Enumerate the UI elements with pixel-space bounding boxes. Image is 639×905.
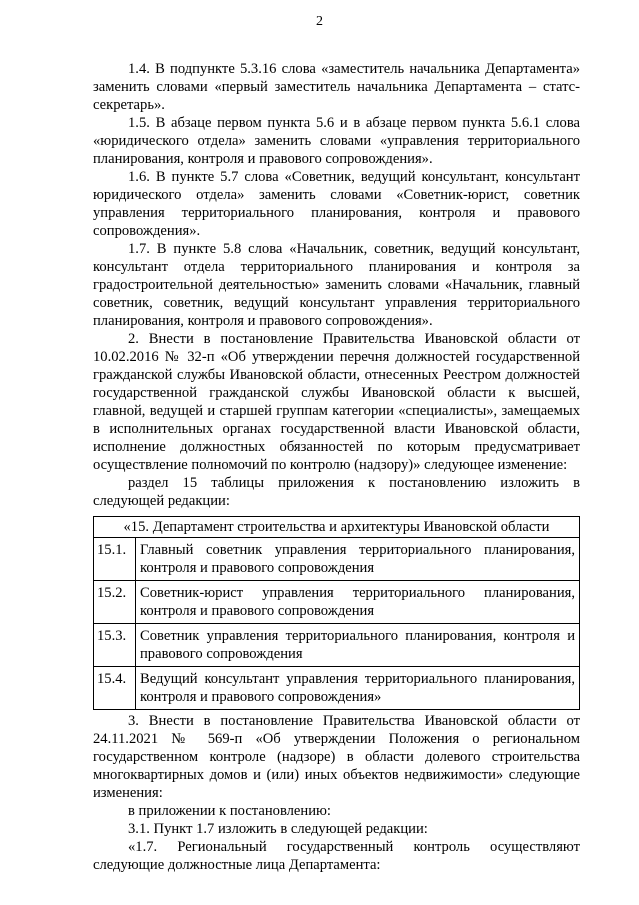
row-number: 15.2.	[94, 581, 136, 624]
page-number: 2	[316, 14, 323, 29]
paragraph-1-7-new: «1.7. Региональный государственный контроль осуществляют следующие должностные лица Департамента:	[93, 839, 580, 873]
paragraph-2: 2. Внести в постановление Правительства Ивановской области от 10.02.2016 № 32-п «Об утверждении перечня должностей государственной гражданской службы Ивановской области, отнесенных Реестром должностей государственной гражданской службы Ивановской области к высшей, главной, ведущей и старшей группам категории «специалисты», замещаемых в исполнительных органах государственной власти Ивановской области, исполнение должностных обязанностей по которым предусматривает осуществление полномочий по контролю (надзору)» следующее изменение:	[93, 331, 580, 473]
table-row	[94, 538, 580, 581]
row-text: Ведущий консультант управления территориального планирования, контроля и правового сопровождения»	[136, 667, 580, 710]
table-row	[94, 581, 580, 624]
table-header-row	[94, 517, 580, 538]
row-number: 15.3.	[94, 624, 136, 667]
paragraph-1-4: 1.4. В подпункте 5.3.16 слова «заместитель начальника Департамента» заменить словами «первый заместитель начальника Департамента – статс-секретарь».	[93, 61, 580, 113]
row-text: Советник управления территориального планирования, контроля и правового сопровождения	[136, 624, 580, 667]
row-number: 15.4.	[94, 667, 136, 710]
row-number: 15.1.	[94, 538, 136, 581]
paragraph-section-15: раздел 15 таблицы приложения к постановлению изложить в следующей редакции:	[93, 475, 580, 509]
paragraph-1-6: 1.6. В пункте 5.7 слова «Советник, ведущий консультант, консультант юридического отдела» заменить словами «Советник-юрист, советник управления территориального планирования, контроля и правового сопровождения».	[93, 169, 580, 239]
table-row	[94, 624, 580, 667]
row-text: Главный советник управления территориального планирования, контроля и правового сопровождения	[136, 538, 580, 581]
paragraph-3-1: 3.1. Пункт 1.7 изложить в следующей редакции:	[128, 821, 428, 837]
paragraph-1-7: 1.7. В пункте 5.8 слова «Начальник, советник, ведущий консультант, консультант отдела территориального планирования и контроля за градостроительной деятельностью» заменить словами «Начальник, главный советник, советник, ведущий консультант управления территориального планирования, контроля и правового сопровождения».	[93, 241, 580, 329]
table-row	[94, 667, 580, 710]
document-body	[93, 60, 580, 874]
paragraph-3: 3. Внести в постановление Правительства Ивановской области от 24.11.2021 № 569-п «Об утверждении Положения о региональном государственном контроле (надзоре) в области долевого строительства многоквартирных домов и (или) иных объектов недвижимости» следующие изменения:	[93, 713, 580, 801]
table-header: «15. Департамент строительства и архитектуры Ивановской области	[94, 517, 580, 538]
positions-table	[93, 516, 580, 710]
paragraph-1-5: 1.5. В абзаце первом пункта 5.6 и в абзаце первом пункта 5.6.1 слова «юридического отдела» заменить словами «управления территориального планирования, контроля и правового сопровождения».	[93, 115, 580, 167]
row-text: Советник-юрист управления территориального планирования, контроля и правового сопровождения	[136, 581, 580, 624]
paragraph-annex: в приложении к постановлению:	[128, 803, 331, 819]
